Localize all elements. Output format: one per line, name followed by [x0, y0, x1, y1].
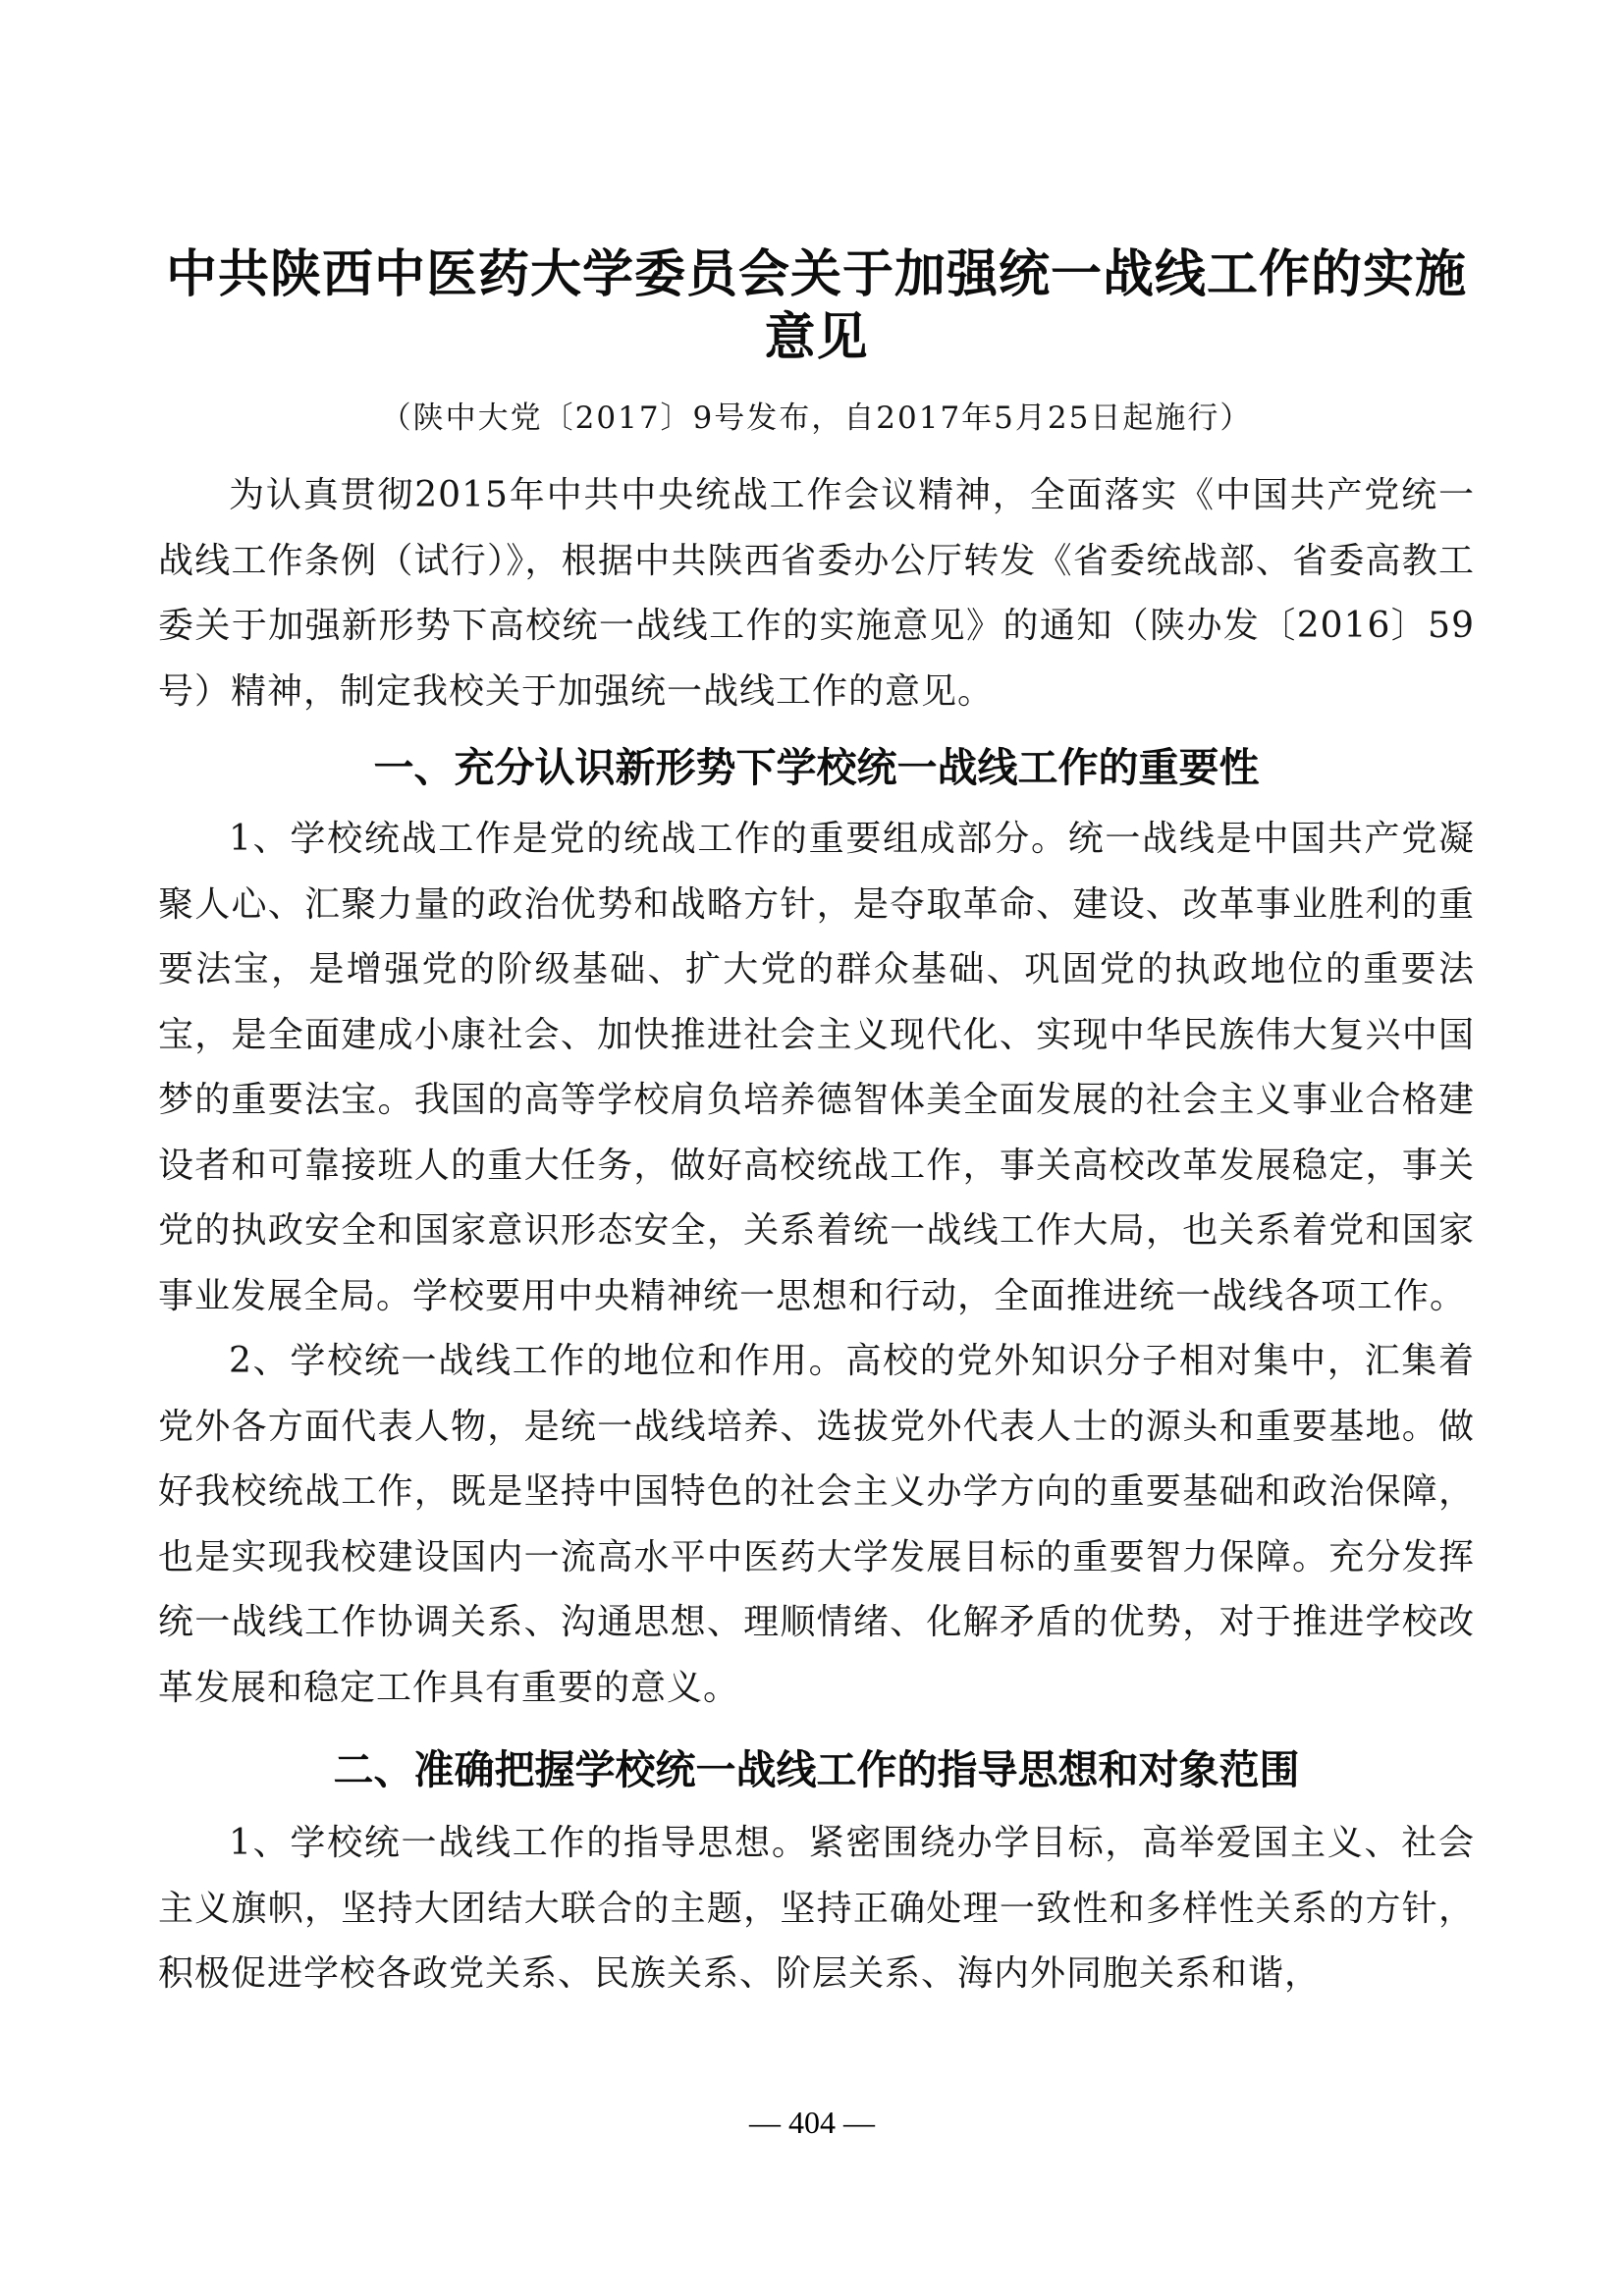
section-heading: 二、准确把握学校统一战线工作的指导思想和对象范围 — [333, 1746, 1300, 1793]
page-number: — 404 — — [749, 2105, 875, 2140]
document-title: 中共陕西中医药大学委员会关于加强统一战线工作的实施意见 — [165, 244, 1467, 367]
document-subtitle: （陕中大党〔2017〕9号发布，自2017年5月25日起施行） — [380, 400, 1253, 436]
intro-paragraph: 为认真贯彻2015年中共中央统战工作会议精神，全面落实《中国共产党统一战线工作条例（试行）》，根据中共陕西省委办公厅转发《省委统战部、省委高教工委关于加强新形势下高校统一战线工作的实施意见》的通知（陕办发〔2016〕59号）精神，制定我校关于加强统一战线工作的意见。 — [158, 475, 1475, 712]
section-heading: 一、充分认识新形势下学校统一战线工作的重要性 — [373, 744, 1260, 791]
body-paragraph: 1、学校统一战线工作的指导思想。紧密围绕办学目标，高举爱国主义、社会主义旗帜，坚持大团结大联合的主题，坚持正确处理一致性和多样性关系的方针，积极促进学校各政党关系、民族关系、阶层关系、海内外同胞关系和谐， — [158, 1823, 1475, 1994]
body-paragraph: 2、学校统一战线工作的地位和作用。高校的党外知识分子相对集中，汇集着党外各方面代表人物，是统一战线培养、选拔党外代表人士的源头和重要基地。做好我校统战工作，既是坚持中国特色的社会主义办学方向的重要基础和政治保障，也是实现我校建设国内一流高水平中医药大学发展目标的重要智力保障。充分发挥统一战线工作协调关系、沟通思想、理顺情绪、化解矛盾的优势，对于推进学校改革发展和稳定工作具有重要的意义。 — [158, 1341, 1475, 1708]
body-paragraph: 1、学校统战工作是党的统战工作的重要组成部分。统一战线是中国共产党凝聚人心、汇聚力量的政治优势和战略方针，是夺取革命、建设、改革事业胜利的重要法宝，是增强党的阶级基础、扩大党的群众基础、巩固党的执政地位的重要法宝，是全面建成小康社会、加快推进社会主义现代化、实现中华民族伟大复兴中国梦的重要法宝。我国的高等学校肩负培养德智体美全面发展的社会主义事业合格建设者和可靠接班人的重大任务，做好高校统战工作，事关高校改革发展稳定，事关党的执政安全和国家意识形态安全，关系着统一战线工作大局，也关系着党和国家事业发展全局。学校要用中央精神统一思想和行动，全面推进统一战线各项工作。 — [158, 819, 1475, 1316]
